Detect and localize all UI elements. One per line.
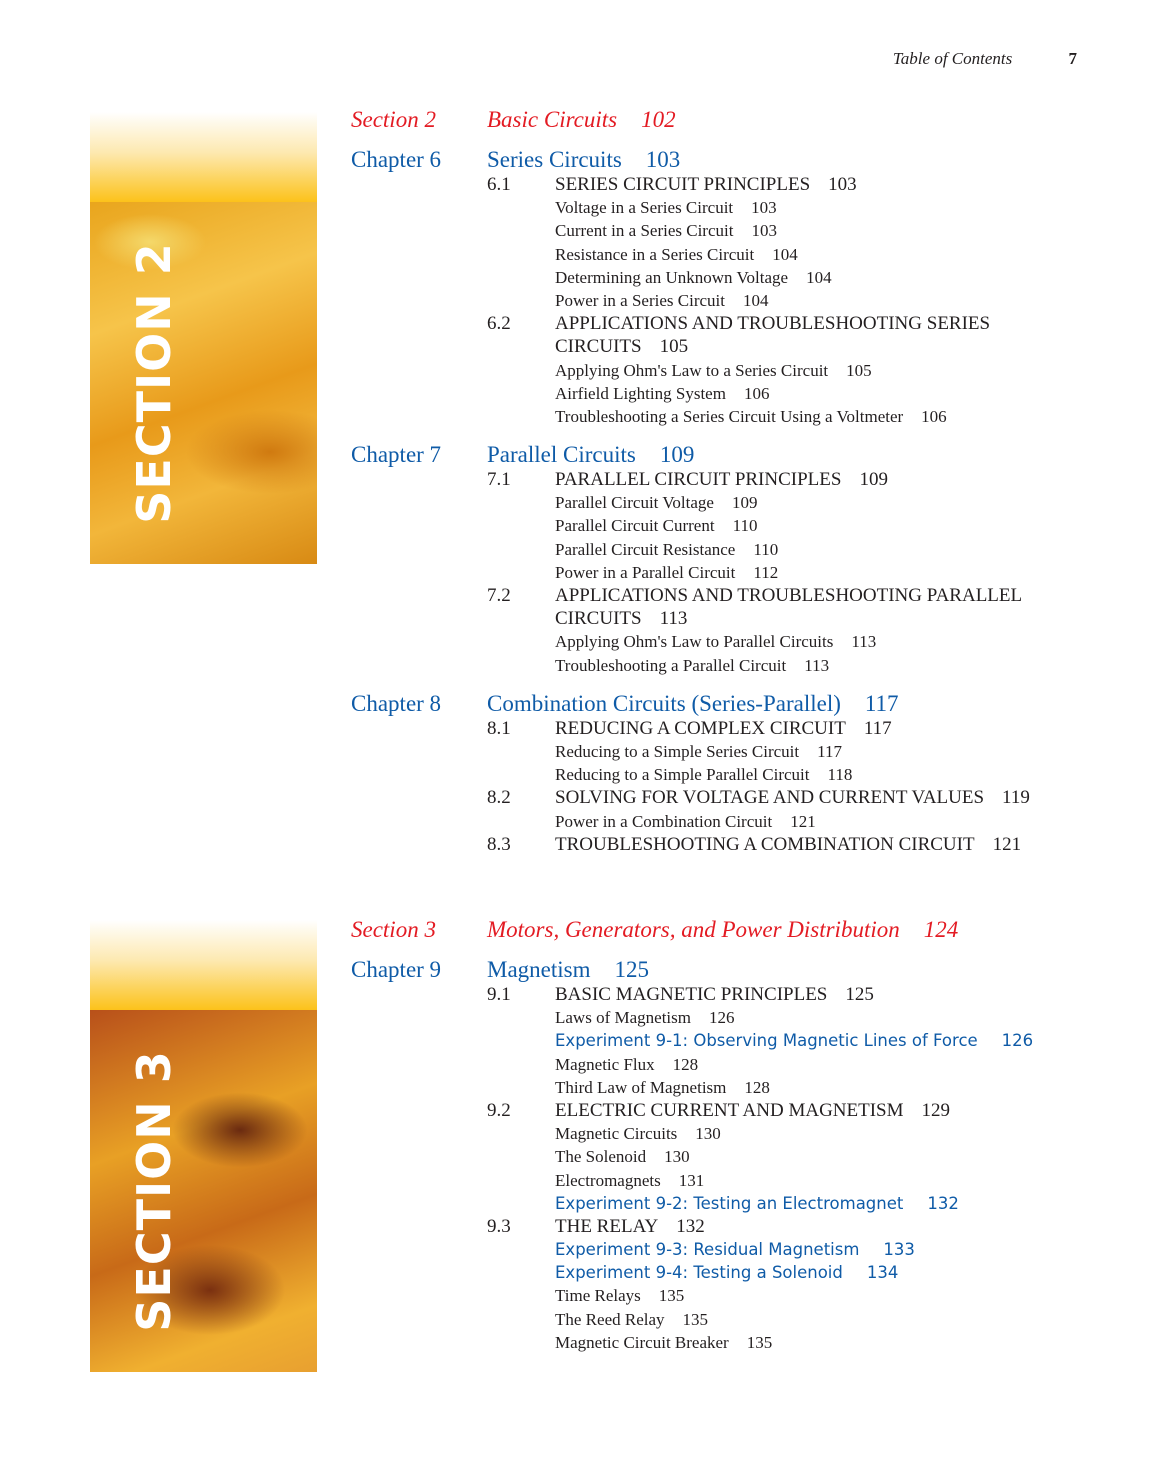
page-ref: 128 <box>672 1054 699 1074</box>
topic-title: Current in a Series Circuit <box>555 221 734 241</box>
toc-heading-entry <box>351 1215 1111 1238</box>
topic-title: Power in a Combination Circuit <box>555 811 773 831</box>
subsection-number: 8.3 <box>487 833 511 855</box>
subsection-number: 8.2 <box>487 787 511 809</box>
toc-heading-entry <box>351 833 1111 856</box>
banner-gradient <box>90 920 317 1010</box>
toc-cont-entry <box>351 607 1111 630</box>
exp-title: Experiment 9-1: Observing Magnetic Lines of Force <box>555 1031 978 1051</box>
toc-topic-entry <box>351 1122 1111 1145</box>
page-ref: 121 <box>992 833 1022 855</box>
page-ref: 103 <box>645 147 681 172</box>
topic-title: Troubleshooting a Parallel Circuit <box>555 655 787 675</box>
page-ref: 131 <box>678 1170 705 1190</box>
topic-title: The Solenoid <box>555 1147 647 1167</box>
topic-title: Reducing to a Simple Parallel Circuit <box>555 765 810 785</box>
topic-title: Power in a Parallel Circuit <box>555 562 736 582</box>
toc-section-entry <box>351 917 1111 943</box>
topic-title: Electromagnets <box>555 1170 661 1190</box>
page-ref: 130 <box>664 1147 690 1167</box>
topic-title: Laws of Magnetism <box>555 1008 691 1028</box>
topic-title: Power in a Series Circuit <box>555 290 725 310</box>
topic-title: Voltage in a Series Circuit <box>555 198 734 218</box>
banner-gradient <box>90 112 317 202</box>
toc-topic-entry <box>351 561 1111 584</box>
topic-title: The Reed Relay <box>555 1309 665 1329</box>
page-ref: 119 <box>1002 787 1030 809</box>
toc-heading-entry <box>351 584 1111 607</box>
toc-heading-entry <box>351 312 1111 335</box>
subsection-number: 9.3 <box>487 1215 511 1237</box>
topic-title: Parallel Circuit Resistance <box>555 539 736 559</box>
subsection-number: 9.1 <box>487 984 511 1005</box>
page-ref: 129 <box>921 1099 951 1121</box>
page-ref: 112 <box>753 562 779 582</box>
heading-title: THE RELAY <box>555 1215 659 1237</box>
page-number: 7 <box>1068 49 1077 68</box>
toc-topic-entry <box>351 1006 1111 1029</box>
toc-topic-entry <box>351 1169 1111 1192</box>
page-ref: 113 <box>659 608 688 630</box>
cont-title: CIRCUITS <box>555 608 642 630</box>
page-ref: 109 <box>859 469 888 491</box>
running-head <box>0 49 1077 69</box>
page-ref: 124 <box>923 917 959 942</box>
toc-topic-entry <box>351 538 1111 561</box>
toc-topic-entry <box>351 196 1111 219</box>
topic-title: Third Law of Magnetism <box>555 1077 727 1097</box>
topic-title: Applying Ohm's Law to a Series Circuit <box>555 360 829 380</box>
section-3-banner <box>90 920 317 1372</box>
heading-title: SOLVING FOR VOLTAGE AND CURRENT VALUES <box>555 787 985 809</box>
subsection-number: 9.2 <box>487 1099 511 1121</box>
heading-title: TROUBLESHOOTING A COMBINATION CIRCUIT <box>555 833 975 855</box>
topic-title: Airfield Lighting System <box>555 383 726 403</box>
page-ref: 126 <box>1001 1031 1034 1051</box>
page-ref: 104 <box>772 244 798 264</box>
toc-topic-entry <box>351 1284 1111 1307</box>
toc-section-entry <box>351 107 1111 133</box>
running-head-title: Table of Contents <box>892 49 1013 68</box>
page-ref: 106 <box>921 406 947 426</box>
page-ref: 132 <box>927 1193 959 1213</box>
page-ref: 103 <box>751 221 777 241</box>
exp-title: Experiment 9-3: Residual Magnetism <box>555 1240 860 1260</box>
chapter-label: Chapter 8 <box>351 690 442 716</box>
page-ref: 103 <box>751 198 777 218</box>
topic-title: Time Relays <box>555 1286 641 1306</box>
page-ref: 110 <box>732 516 758 536</box>
page-ref: 117 <box>817 741 842 761</box>
topic-title: Magnetic Flux <box>555 1054 655 1074</box>
toc-topic-entry <box>351 289 1111 312</box>
heading-title: APPLICATIONS AND TROUBLESHOOTING SERIES <box>555 313 991 335</box>
chapter-title: Parallel Circuits <box>487 442 636 468</box>
toc-cont-entry <box>351 335 1111 358</box>
toc-exp-entry <box>351 1029 1111 1052</box>
section-2-photo <box>90 202 317 564</box>
section-label: Section 2 <box>351 107 436 132</box>
toc-chapter-entry <box>351 147 1111 173</box>
heading-title: SERIES CIRCUIT PRINCIPLES <box>555 174 811 195</box>
section-3-photo <box>90 1010 317 1372</box>
page-ref: 117 <box>864 690 899 716</box>
topic-title: Reducing to a Simple Series Circuit <box>555 741 800 761</box>
topic-title: Resistance in a Series Circuit <box>555 244 755 264</box>
toc-exp-entry <box>351 1192 1111 1215</box>
toc-topic-entry <box>351 740 1111 763</box>
page-ref: 109 <box>731 493 758 513</box>
topic-title: Troubleshooting a Series Circuit Using a Voltmeter <box>555 406 904 426</box>
toc-topic-entry <box>351 1308 1111 1331</box>
page-ref: 103 <box>828 174 857 195</box>
toc-topic-entry <box>351 810 1111 833</box>
toc-topic-entry <box>351 763 1111 786</box>
page-ref: 133 <box>883 1240 915 1260</box>
page-ref: 104 <box>742 290 769 310</box>
subsection-number: 8.1 <box>487 717 511 739</box>
toc-topic-entry <box>351 382 1111 405</box>
cont-title: CIRCUITS <box>555 336 642 358</box>
chapter-title: Series Circuits <box>487 147 622 172</box>
page-ref: 125 <box>845 984 874 1005</box>
toc-exp-entry <box>351 1238 1111 1261</box>
subsection-number: 7.1 <box>487 469 511 491</box>
toc-topic-entry <box>351 1076 1111 1099</box>
heading-title: PARALLEL CIRCUIT PRINCIPLES <box>555 469 842 491</box>
section-2-label: SECTION 2 <box>127 242 181 524</box>
page-ref: 113 <box>851 632 877 652</box>
toc-topic-entry <box>351 405 1111 428</box>
toc-topic-entry <box>351 1053 1111 1076</box>
subsection-number: 6.1 <box>487 174 511 195</box>
page-ref: 121 <box>790 811 816 831</box>
heading-title: BASIC MAGNETIC PRINCIPLES <box>555 984 828 1005</box>
heading-title: REDUCING A COMPLEX CIRCUIT <box>555 717 846 739</box>
chapter-title: Magnetism <box>487 957 591 982</box>
toc-exp-entry <box>351 1261 1111 1284</box>
toc-heading-entry <box>351 983 1111 1006</box>
toc-topic-entry <box>351 1331 1111 1354</box>
chapter-label: Chapter 9 <box>351 957 442 982</box>
page-ref: 126 <box>708 1008 735 1028</box>
page-ref: 118 <box>827 765 853 785</box>
subsection-number: 6.2 <box>487 313 511 335</box>
chapter-label: Chapter 7 <box>351 442 442 468</box>
page-ref: 110 <box>753 539 779 559</box>
toc-heading-entry <box>351 786 1111 809</box>
toc-chapter-entry <box>351 957 1111 983</box>
page-ref: 109 <box>659 442 695 468</box>
section-title: Basic Circuits <box>487 107 618 132</box>
page-ref: 113 <box>804 655 830 675</box>
heading-title: APPLICATIONS AND TROUBLESHOOTING PARALLEL <box>555 585 1023 606</box>
page-ref: 135 <box>746 1332 773 1352</box>
topic-title: Determining an Unknown Voltage <box>555 267 789 287</box>
page-ref: 105 <box>846 360 872 380</box>
toc-topic-entry <box>351 219 1111 242</box>
page-ref: 105 <box>659 336 689 358</box>
toc-topic-entry <box>351 359 1111 382</box>
page-ref: 132 <box>676 1215 705 1237</box>
toc-topic-entry <box>351 243 1111 266</box>
page-ref: 125 <box>614 957 649 982</box>
toc-heading-entry <box>351 1099 1111 1122</box>
page-ref: 128 <box>744 1077 770 1097</box>
toc-chapter-entry <box>351 691 1111 717</box>
toc-chapter-entry <box>351 442 1111 468</box>
page-ref: 134 <box>866 1263 899 1283</box>
chapter-title: Combination Circuits (Series-Parallel) <box>487 690 841 716</box>
topic-title: Applying Ohm's Law to Parallel Circuits <box>555 632 834 652</box>
topic-title: Magnetic Circuit Breaker <box>555 1332 729 1352</box>
page-ref: 102 <box>641 107 676 132</box>
exp-title: Experiment 9-2: Testing an Electromagnet <box>555 1193 904 1213</box>
page-ref: 104 <box>806 267 832 287</box>
toc-section-3 <box>351 917 1111 1354</box>
toc-topic-entry <box>351 654 1111 677</box>
toc-topic-entry <box>351 266 1111 289</box>
heading-title: ELECTRIC CURRENT AND MAGNETISM <box>555 1099 904 1121</box>
exp-title: Experiment 9-4: Testing a Solenoid <box>555 1263 843 1283</box>
topic-title: Parallel Circuit Voltage <box>555 493 714 513</box>
toc-heading-entry <box>351 468 1111 491</box>
section-2-banner <box>90 112 317 564</box>
subsection-number: 7.2 <box>487 585 511 606</box>
toc-topic-entry <box>351 630 1111 653</box>
toc-section-2 <box>351 107 1111 856</box>
toc-topic-entry <box>351 1145 1111 1168</box>
chapter-label: Chapter 6 <box>351 147 442 172</box>
toc-topic-entry <box>351 514 1111 537</box>
page-ref: 135 <box>658 1286 685 1306</box>
page-ref: 106 <box>743 383 770 403</box>
section-label: Section 3 <box>351 917 436 942</box>
page-ref: 130 <box>695 1124 721 1144</box>
toc-topic-entry <box>351 491 1111 514</box>
topic-title: Parallel Circuit Current <box>555 516 715 536</box>
toc-heading-entry <box>351 173 1111 196</box>
section-3-label: SECTION 3 <box>127 1050 181 1332</box>
page-ref: 135 <box>682 1309 709 1329</box>
toc-heading-entry <box>351 717 1111 740</box>
page-ref: 117 <box>863 717 892 739</box>
topic-title: Magnetic Circuits <box>555 1124 678 1144</box>
section-title: Motors, Generators, and Power Distribution <box>487 917 900 942</box>
